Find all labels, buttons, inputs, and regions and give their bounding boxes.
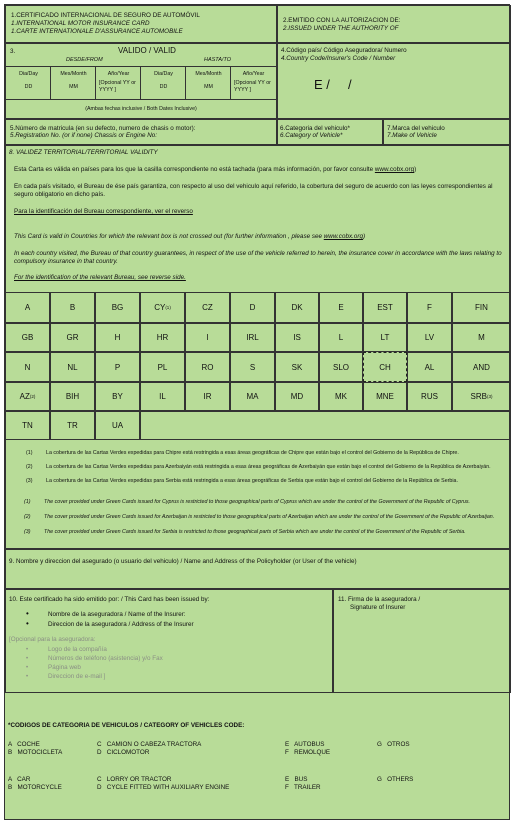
country-IS[interactable]: IS	[275, 323, 319, 352]
col-value-5: MM	[204, 84, 213, 90]
category-es: 6.Categoria del vehiculo*	[280, 125, 351, 132]
col-header-1: Dia/Day	[19, 71, 38, 77]
country-MNE[interactable]: MNE	[363, 382, 407, 411]
code-es-e: E AUTOBUS	[285, 741, 325, 748]
col-value-3: [Opcional YY or YYYY ]	[99, 80, 136, 93]
country-F[interactable]: F	[407, 292, 452, 323]
code-es-d: D CICLOMOTOR	[97, 749, 150, 756]
country-grid-rest	[140, 411, 510, 440]
footnote-en-1-num: (1)	[24, 499, 31, 505]
registration-en: 5.Registration No. (or if none) Chassis or Engine No:	[10, 132, 157, 139]
code-en-g: G OTHERS	[377, 776, 414, 783]
make-en: 7.Make of Vehicle	[387, 132, 437, 139]
title-es: 1.CERTIFICADO INTERNACIONAL DE SEGURO DE AUTOMÓVIL	[11, 12, 200, 19]
country-HR[interactable]: HR	[140, 323, 185, 352]
optional-phone: Números de teléfono (asistencia) y/o Fax	[48, 655, 163, 662]
code-en-d: D CYCLE FITTED WITH AUXILIARY ENGINE	[97, 784, 230, 791]
country-A[interactable]: A	[6, 292, 50, 323]
country-MD[interactable]: MD	[275, 382, 319, 411]
code-es-g: G OTROS	[377, 741, 410, 748]
country-TN[interactable]: TN	[6, 411, 50, 440]
insurer-address-label[interactable]: Direccion de la aseguradora / Address of the Insurer	[48, 621, 194, 628]
country-RUS[interactable]: RUS	[407, 382, 452, 411]
validity-note: (Ambas fechas inclusive / Both Dates Inclusive)	[85, 106, 197, 112]
validity-to: HASTA/TO	[204, 57, 231, 63]
country-UA[interactable]: UA	[95, 411, 140, 440]
country-N[interactable]: N	[6, 352, 50, 382]
signature-en: Signature of Insurer	[350, 604, 406, 611]
territorial-es-p1: Esta Carta es válida en países para los que la casilla correspondiente no está tachada (para más información, por favor consulte www.cobx.org)	[14, 166, 417, 173]
box-territorial-validity	[5, 145, 511, 549]
country-M[interactable]: M	[452, 323, 510, 352]
bullet-icon: •	[26, 647, 29, 653]
optional-logo: Logo de la compañía	[48, 646, 107, 653]
bullet-icon: •	[26, 609, 29, 618]
country-CH[interactable]: CH	[363, 352, 407, 382]
footnote-es-3: La cobertura de las Cartas Verdes expedidas para Serbia está restringida a esas áreas geográficas de Serbia que están bajo el control del Gobierno de la República de Serbia.	[46, 478, 458, 484]
bullet-icon: •	[26, 619, 29, 628]
country-AND[interactable]: AND	[452, 352, 510, 382]
insurance-card	[4, 4, 510, 820]
code-es-f: F REMOLQUE	[285, 749, 331, 756]
country-MA[interactable]: MA	[230, 382, 275, 411]
authority-en: 2.ISSUED UNDER THE AUTHORITY OF	[283, 25, 399, 32]
registration-es: 5.Número de matricula (en su defecto, numero de chasis o motor):	[10, 125, 196, 132]
country-AZ[interactable]: AZ (2)	[6, 382, 50, 411]
code-en-a: A CAR	[8, 776, 31, 783]
footnote-en-2: The cover provided under Green Cards issued for Azerbaijan is restricted to those geographical parts of Azerbaijan which are under the control of the Government of the Republic of Azerbaijan.	[44, 514, 495, 520]
country-BY[interactable]: BY	[95, 382, 140, 411]
box-certificate-title	[5, 5, 277, 43]
territorial-en-p1: This Card is valid in Countries for which the relevant box is not crossed out (for further information , please see www.cobx.org)	[14, 233, 366, 240]
country-D[interactable]: D	[230, 292, 275, 323]
country-IL[interactable]: IL	[140, 382, 185, 411]
bullet-icon: •	[26, 665, 29, 671]
code-en-c: C LORRY OR TRACTOR	[97, 776, 172, 783]
country-CZ[interactable]: CZ	[185, 292, 230, 323]
box-vehicle-codes	[5, 693, 511, 821]
policyholder-label: 9. Nombre y direccion del asegurado (o usuario del vehiculo) / Name and Address of the Policyholder (or User of the vehicle)	[9, 558, 357, 565]
footnote-es-2: La cobertura de las Cartas Verdes expedidas para Azerbaiyán está restringida a esas áreas geográficas de Azerbaiyán que están bajo el control del Gobierno de la República de Azerbaiyán.	[46, 464, 491, 470]
col-header-6: Año/Year	[242, 71, 265, 77]
country-PL[interactable]: PL	[140, 352, 185, 382]
country-I[interactable]: I	[185, 323, 230, 352]
footnote-en-1: The cover provided under Green Cards issued for Cyprus is restricted to those geographical parts of Cyprus which are under the control of the Government of the Republic of Cyprus.	[44, 499, 471, 505]
date-grid	[6, 66, 276, 100]
country-LV[interactable]: LV	[407, 323, 452, 352]
box-vehicle-make[interactable]	[383, 119, 511, 145]
signature-es: 11. Firma de la aseguradora /	[338, 596, 421, 603]
optional-title: [Opcional para la aseguradora:	[9, 636, 96, 643]
country-NL[interactable]: NL	[50, 352, 95, 382]
bullet-icon: •	[26, 674, 29, 680]
box-registration[interactable]	[5, 119, 277, 145]
territorial-es-p3: Para la identificación del Bureau correspondiente, ver el reverso	[14, 208, 193, 215]
authority-es: 2.EMITIDO CON LA AUTORIZACION DE:	[283, 17, 401, 24]
country-IRL[interactable]: IRL	[230, 323, 275, 352]
country-TR[interactable]: TR	[50, 411, 95, 440]
country-AL[interactable]: AL	[407, 352, 452, 382]
box-policyholder[interactable]	[5, 549, 511, 589]
country-IR[interactable]: IR	[185, 382, 230, 411]
country-GB[interactable]: GB	[6, 323, 50, 352]
country-H[interactable]: H	[95, 323, 140, 352]
validity-number: 3.	[10, 48, 16, 55]
country-code-es: 4.Código país/ Código Aseguradora/ Numero	[281, 47, 407, 54]
col-header-4: Dia/Day	[154, 71, 173, 77]
country-code-en: 4.Country Code/Insurer's Code / Number	[281, 55, 396, 62]
country-code-value[interactable]: E / /	[314, 77, 352, 92]
country-FIN[interactable]: FIN	[452, 292, 510, 323]
territorial-en-p2: In each country visited, the Bureau of that country guarantees, in respect of the use of the vehicle referred to herein, the insurance cover in accordance with the laws relating to compulsory insurance in that country.	[14, 250, 502, 265]
country-CY[interactable]: CY (1)	[140, 292, 185, 323]
col-value-2: MM	[69, 84, 78, 90]
country-B[interactable]: B	[50, 292, 95, 323]
country-EST[interactable]: EST	[363, 292, 407, 323]
col-value-1: DD	[24, 84, 33, 90]
code-es-b: B MOTOCICLETA	[8, 749, 63, 756]
col-value-6: [Opcional YY or YYYY ]	[234, 80, 271, 93]
footnote-en-3-num: (3)	[24, 529, 31, 535]
footnote-es-1-num: (1)	[26, 450, 33, 456]
country-P[interactable]: P	[95, 352, 140, 382]
box-issued-authority	[277, 5, 511, 43]
country-SK[interactable]: SK	[275, 352, 319, 382]
country-RO[interactable]: RO	[185, 352, 230, 382]
cobx-link-en[interactable]: www.cobx.org	[323, 233, 363, 240]
code-es-c: C CAMION O CABEZA TRACTORA	[97, 741, 202, 748]
country-S[interactable]: S	[230, 352, 275, 382]
bullet-icon: •	[26, 656, 29, 662]
country-GR[interactable]: GR	[50, 323, 95, 352]
country-MK[interactable]: MK	[319, 382, 363, 411]
col-header-2: Mes/Month	[60, 71, 87, 77]
code-en-f: F TRAILER	[285, 784, 321, 791]
footnote-en-2-num: (2)	[24, 514, 31, 520]
territorial-en-p3: For the identification of the relevant Bureau, see reverse side.	[14, 274, 186, 281]
category-en: 6.Category of Vehicle*	[280, 132, 343, 139]
country-E[interactable]: E	[319, 292, 363, 323]
footnote-en-3: The cover provided under Green Cards issued for Serbia is restricted to those geographical parts of Serbia which are under the control of the Government of the Republic of Serbia.	[44, 529, 466, 535]
box-signature[interactable]	[333, 589, 511, 693]
footnote-es-1: La cobertura de las Cartas Verdes expedidas para Chipre está restringida a esas áreas geográficas de Chipre que están bajo el control del Gobierno de la República de Chipre.	[46, 450, 459, 456]
box-vehicle-category[interactable]	[277, 119, 383, 145]
box-validity	[5, 43, 277, 119]
footnote-es-3-num: (3)	[26, 478, 33, 484]
cobx-link-es[interactable]: www.cobx.org	[374, 166, 415, 173]
box-country-code	[277, 43, 511, 119]
territorial-es-p2: En cada país visitado, el Bureau de ése país garantiza, con respecto al uso del vehiculo aquí referido, la cobertura del seguro de acuerdo con las leyes correspondientes al seguro obligatorio en dicho país.	[14, 183, 493, 198]
country-grid	[6, 292, 510, 440]
title-en: 1.INTERNATIONAL MOTOR INSURANCE CARD	[11, 20, 150, 27]
territorial-title: 8. VALIDEZ TERRITORIAL/TERRITORIAL VALIDITY	[9, 149, 158, 156]
optional-email: Direccion de e-mail ]	[48, 673, 106, 680]
country-DK[interactable]: DK	[275, 292, 319, 323]
col-value-4: DD	[159, 84, 168, 90]
code-es-a: A COCHE	[8, 741, 40, 748]
country-BIH[interactable]: BIH	[50, 382, 95, 411]
issued-by-label: 10. Este certificado ha sido emitido por: / This Card has been issued by:	[9, 596, 210, 603]
title-fr: 1.CARTE INTERNATIONALE D'ASSURANCE AUTOMOBILE	[11, 28, 183, 35]
footnote-es-2-num: (2)	[26, 464, 33, 470]
validity-from: DESDE/FROM	[66, 57, 103, 63]
col-header-5: Mes/Month	[195, 71, 222, 77]
country-SRB[interactable]: SRB (3)	[452, 382, 510, 411]
code-en-b: B MOTORCYCLE	[8, 784, 62, 791]
code-en-e: E BUS	[285, 776, 308, 783]
optional-web: Página web	[48, 664, 81, 671]
country-BG[interactable]: BG	[95, 292, 140, 323]
validity-title: VALIDO / VALID	[118, 46, 176, 55]
country-L[interactable]: L	[319, 323, 363, 352]
col-header-3: Año/Year	[107, 71, 130, 77]
make-es: 7.Marca del vehiculo	[387, 125, 445, 132]
insurer-name-label[interactable]: Nombre de la aseguradora / Name of the Insurer:	[48, 611, 186, 618]
country-LT[interactable]: LT	[363, 323, 407, 352]
vehicle-codes-title: *CODIGOS DE CATEGORIA DE VEHICULOS / CATEGORY OF VEHICLES CODE:	[8, 722, 245, 729]
country-SLO[interactable]: SLO	[319, 352, 363, 382]
box-issued-by	[5, 589, 333, 693]
